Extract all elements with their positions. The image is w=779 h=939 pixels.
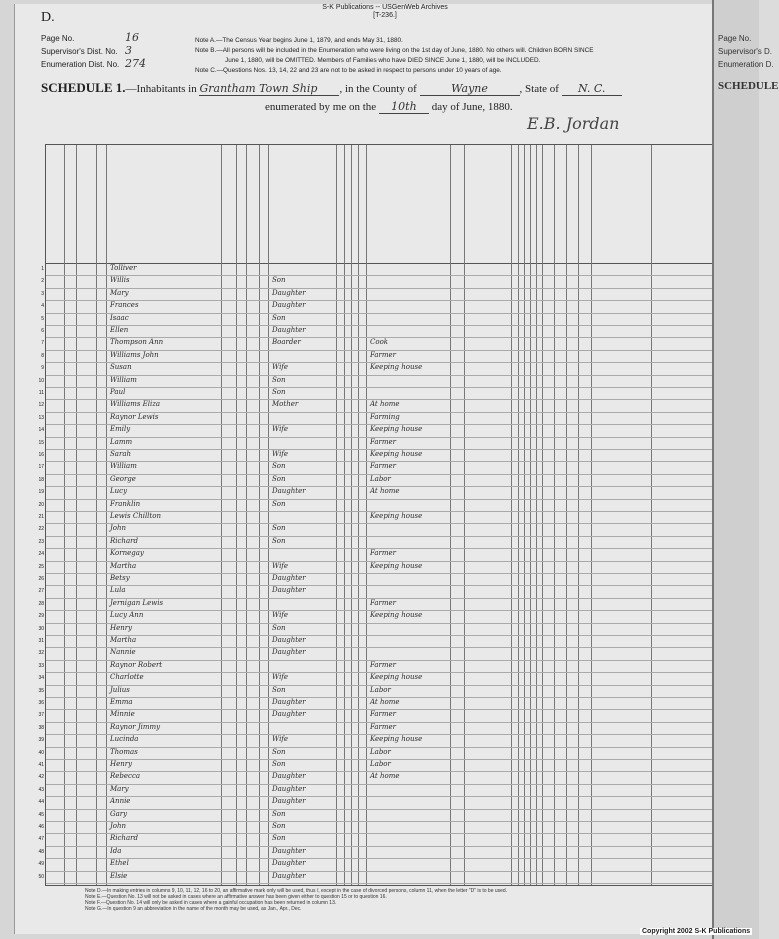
table-row [38, 499, 721, 511]
edge-page-label: Page No. [718, 34, 752, 43]
table-row [38, 561, 721, 573]
enumeration-line [265, 100, 513, 114]
publisher-line1: S-K Publications -- USGenWeb Archives [322, 4, 448, 11]
row-number: 34 [38, 675, 44, 682]
person-name: Henry [110, 760, 133, 768]
table-row [38, 709, 721, 721]
row-number: 37 [38, 712, 44, 719]
table-row [41, 275, 721, 287]
row-number: 31 [38, 638, 44, 644]
person-name: Richard [110, 536, 138, 545]
person-name: Martha [110, 636, 137, 644]
row-number: 30 [38, 625, 44, 632]
person-name: Frances [110, 301, 139, 310]
table-row [38, 734, 721, 746]
occupation: Keeping house [370, 611, 423, 620]
table-row [41, 300, 721, 312]
relationship: Daughter [272, 326, 306, 334]
row-number: 8 [41, 352, 44, 359]
person-name: Lucy [110, 487, 128, 496]
supervisor-dist-label: Supervisor's Dist. No. [41, 47, 118, 56]
person-name: Ellen [110, 326, 129, 334]
occupation: At home [370, 487, 400, 496]
table-row [38, 846, 721, 858]
row-number: 2 [41, 278, 44, 285]
relationship: Wife [272, 735, 289, 744]
row-number: 39 [38, 737, 44, 744]
table-row [38, 610, 721, 622]
relationship: Son [272, 809, 286, 818]
row-number: 5 [41, 315, 44, 322]
relationship: Daughter [272, 710, 306, 719]
relationship: Boarder [272, 338, 301, 347]
note-b: Note B.—All persons will be included in the Enumeration who were living on the 1st day of June, 1880. No others will. Children BORN SINCE [195, 47, 594, 54]
person-name: William [110, 375, 137, 384]
row-number: 44 [38, 799, 44, 806]
person-name: Thomas [110, 747, 138, 756]
table-row [38, 585, 721, 597]
enumeration-dist-value: 274 [125, 57, 146, 70]
person-name: Betsy [110, 574, 130, 582]
table-row [41, 350, 721, 362]
row-number: 42 [38, 774, 44, 781]
row-number: 28 [38, 600, 44, 607]
row-number: 16 [38, 452, 44, 458]
occupation: Farming [370, 412, 400, 421]
page-no-label: Page No. [41, 34, 75, 43]
row-line [46, 883, 721, 884]
person-name: George [110, 474, 136, 483]
table-row [41, 337, 721, 349]
relationship: Wife [272, 561, 289, 570]
row-number: 4 [41, 303, 44, 310]
table-row [38, 424, 721, 436]
relationship: Wife [272, 673, 289, 682]
occupation: Keeping house [370, 735, 423, 744]
footnote-d: Note D.—In making entries in columns 9, 10, 11, 12, 16 to 20, an affirmative mark only will be used, thus /, except in the case of divorced persons, column 11, when the letter "D" is to be used. [85, 888, 508, 894]
table-row [38, 511, 721, 523]
person-name: Williams John [110, 350, 159, 359]
person-name: Raynor Robert [110, 660, 163, 669]
relationship: Daughter [272, 574, 306, 582]
person-name: Thompson Ann [110, 338, 164, 347]
row-number: 29 [38, 613, 44, 620]
row-number: 23 [38, 538, 44, 545]
row-number: 43 [38, 786, 44, 793]
table-row [38, 399, 721, 411]
census-sheet [14, 4, 715, 934]
occupation: Labor [370, 474, 391, 483]
table-row [38, 635, 721, 647]
occupation: Farmer [370, 437, 397, 446]
schedule-text2: , in the County of [339, 83, 417, 95]
occupation: At home [370, 698, 400, 706]
table-row [38, 412, 721, 424]
enum-text2: day of June, 1880. [431, 101, 513, 113]
occupation: At home [370, 772, 400, 781]
schedule-text1: —Inhabitants in [125, 83, 197, 95]
relationship: Son [272, 623, 286, 632]
person-name: Raynor Jimmy [110, 722, 161, 731]
occupation: Keeping house [370, 363, 423, 372]
person-name: Williams Eliza [110, 400, 161, 409]
table-row [38, 660, 721, 672]
row-number: 35 [38, 687, 44, 694]
table-row [38, 821, 721, 833]
person-name: Paul [110, 388, 126, 396]
row-number: 36 [38, 700, 44, 706]
person-name: Lula [110, 586, 126, 595]
relationship: Daughter [272, 301, 306, 310]
note-a: Note A.—The Census Year begins June 1, 1879, and ends May 31, 1880. [195, 37, 403, 44]
row-number: 40 [38, 749, 44, 756]
person-name: Lamm [110, 437, 133, 446]
row-number: 41 [38, 762, 44, 768]
person-name: Lucy Ann [110, 611, 144, 620]
row-number: 1 [41, 266, 44, 272]
row-number: 21 [38, 514, 44, 520]
occupation: Labor [370, 685, 391, 694]
footnotes [85, 888, 645, 912]
person-name: Martha [110, 561, 137, 570]
publisher-header [265, 4, 505, 20]
table-row [38, 523, 721, 535]
table-row [38, 536, 721, 548]
row-number: 10 [38, 377, 44, 384]
table-row [38, 685, 721, 697]
supervisor-dist-value: 3 [125, 44, 132, 57]
person-name: Ida [110, 846, 122, 855]
table-row [38, 486, 721, 498]
enum-text1: enumerated by me on the [265, 101, 377, 113]
table-row [38, 623, 721, 635]
person-name: Elsie [110, 871, 128, 880]
table-row [38, 437, 721, 449]
person-name: Tolliver [110, 264, 137, 272]
table-row [38, 796, 721, 808]
person-name: Susan [110, 363, 132, 372]
relationship: Son [272, 760, 286, 768]
table-row [38, 598, 721, 610]
table-header [46, 145, 721, 264]
person-name: Lewis Chillton [110, 512, 161, 520]
occupation: Farmer [370, 660, 397, 669]
person-name: William [110, 462, 137, 471]
relationship: Mother [272, 400, 299, 409]
person-name: Richard [110, 834, 138, 843]
table-row [41, 325, 721, 337]
footnote-g: Note G.—In question 9 an abbreviation in the name of the month may be used, as Jan., Apr., Dec. [85, 906, 302, 912]
census-table [38, 144, 722, 886]
table-row [38, 387, 721, 399]
row-number: 9 [41, 365, 44, 372]
schedule-text3: , State of [519, 83, 559, 95]
edge-enumeration-label: Enumeration D. [718, 60, 774, 69]
row-number: 32 [38, 650, 44, 657]
row-number: 50 [38, 873, 44, 880]
county-value: Wayne [420, 82, 520, 96]
row-number: 7 [41, 340, 44, 347]
table-row [38, 375, 721, 387]
row-number: 18 [38, 476, 44, 483]
row-number: 45 [38, 811, 44, 818]
occupation: Farmer [370, 549, 397, 558]
person-name: Henry [110, 623, 133, 632]
relationship: Daughter [272, 586, 306, 595]
relationship: Daughter [272, 871, 306, 880]
person-name: Mary [110, 288, 129, 297]
footnote-f: Note F.—Question No. 14 will only be asked in cases where a gainful occupation has been returned in column 13. [85, 900, 337, 906]
occupation: Labor [370, 747, 391, 756]
row-number: 49 [38, 861, 44, 868]
person-name: Franklin [110, 499, 141, 508]
table-row [38, 573, 721, 585]
relationship: Daughter [272, 797, 306, 806]
relationship: Son [272, 822, 286, 830]
relationship: Wife [272, 363, 289, 372]
relationship: Son [272, 536, 286, 545]
relationship: Son [272, 499, 286, 508]
occupation: Labor [370, 760, 391, 768]
row-number: 27 [38, 588, 44, 595]
person-name: Annie [110, 797, 131, 806]
row-number: 47 [38, 836, 44, 843]
schedule-title: SCHEDULE 1. [41, 80, 126, 95]
page-no-value: 16 [125, 31, 139, 44]
relationship: Son [272, 388, 286, 396]
row-number: 3 [41, 290, 44, 297]
relationship: Daughter [272, 698, 306, 706]
relationship: Son [272, 462, 286, 471]
relationship: Son [272, 276, 286, 285]
row-number: 38 [38, 724, 44, 731]
relationship: Son [272, 685, 286, 694]
occupation: Keeping house [370, 561, 423, 570]
row-number: 26 [38, 576, 44, 582]
state-value: N. C. [562, 82, 622, 96]
table-row [38, 771, 721, 783]
row-number: 22 [38, 526, 44, 533]
occupation: Keeping house [370, 425, 423, 434]
enumerator-signature: E.B. Jordan [527, 114, 620, 133]
person-name: Charlotte [110, 673, 144, 682]
relationship: Wife [272, 611, 289, 620]
edge-supervisor-label: Supervisor's D. [718, 47, 772, 56]
occupation: Keeping house [370, 673, 423, 682]
person-name: Rebecca [110, 772, 141, 781]
relationship: Daughter [272, 859, 306, 868]
person-name: Mary [110, 784, 129, 793]
table-row [38, 672, 721, 684]
relationship: Wife [272, 425, 289, 434]
relationship: Daughter [272, 846, 306, 855]
person-name: Jernigan Lewis [110, 598, 164, 607]
table-row [38, 449, 721, 461]
table-row [38, 697, 721, 709]
row-number: 19 [38, 489, 44, 496]
enumeration-dist-label: Enumeration Dist. No. [41, 60, 120, 69]
table-row [38, 784, 721, 796]
person-name: Ethel [110, 859, 129, 868]
census-notes [195, 36, 715, 76]
relationship: Wife [272, 450, 289, 458]
row-number: 12 [38, 402, 44, 409]
edge-schedule-label: SCHEDULE [718, 80, 779, 92]
adjacent-page-edge [712, 0, 779, 939]
row-number: 46 [38, 824, 44, 830]
copyright-notice: Copyright 2002 S-K Publications [642, 928, 751, 935]
occupation: Farmer [370, 722, 397, 731]
relationship: Son [272, 747, 286, 756]
township-value: Grantham Town Ship [199, 82, 339, 96]
person-name: Minnie [110, 710, 135, 719]
table-row [38, 722, 721, 734]
person-name: John [110, 524, 127, 533]
occupation: At home [370, 400, 400, 409]
person-name: Kornegay [110, 549, 144, 558]
person-name: John [110, 822, 127, 830]
row-number: 6 [41, 328, 44, 334]
occupation: Farmer [370, 462, 397, 471]
corner-letter: D. [41, 10, 55, 25]
person-name: Raynor Lewis [110, 412, 159, 421]
person-name: Emma [110, 698, 133, 706]
person-name: Isaac [110, 313, 129, 322]
table-row [38, 871, 721, 883]
occupation: Farmer [370, 598, 397, 607]
table-row [38, 747, 721, 759]
person-name: Lucinda [110, 735, 139, 744]
relationship: Daughter [272, 636, 306, 644]
note-c: Note C.—Questions Nos. 13, 14, 22 and 23 are not to be asked in respect to persons under 10 years of age. [195, 67, 502, 74]
row-number: 20 [38, 501, 44, 508]
person-name: Nannie [110, 648, 136, 657]
table-row [41, 288, 721, 300]
relationship: Son [272, 524, 286, 533]
occupation: Keeping house [370, 450, 423, 458]
schedule-line [41, 80, 622, 96]
row-number: 25 [38, 563, 44, 570]
relationship: Daughter [272, 487, 306, 496]
person-name: Julius [110, 685, 130, 694]
table-row [38, 809, 721, 821]
table-row [38, 548, 721, 560]
occupation: Keeping house [370, 512, 423, 520]
table-row [38, 647, 721, 659]
person-name: Gary [110, 809, 128, 818]
table-row [41, 263, 721, 275]
row-number: 48 [38, 848, 44, 855]
person-name: Sarah [110, 450, 131, 458]
relationship: Son [272, 474, 286, 483]
publisher-line2: [T-236.] [373, 12, 397, 19]
occupation: Farmer [370, 710, 397, 719]
row-number: 33 [38, 662, 44, 669]
note-b-cont: June 1, 1880, will be OMITTED. Members of Families who have DIED SINCE June 1, 1880, will be INCLUDED. [225, 57, 541, 64]
row-number: 13 [38, 414, 44, 421]
table-row [38, 833, 721, 845]
row-number: 24 [38, 551, 44, 558]
table-row [41, 362, 721, 374]
table-row [38, 858, 721, 870]
occupation: Cook [370, 338, 389, 347]
row-number: 17 [38, 464, 44, 471]
person-name: Emily [110, 425, 131, 434]
table-row [38, 461, 721, 473]
row-number: 11 [38, 390, 44, 396]
relationship: Daughter [272, 784, 306, 793]
relationship: Son [272, 375, 286, 384]
person-name: Willis [110, 276, 130, 285]
relationship: Daughter [272, 648, 306, 657]
row-number: 14 [38, 427, 44, 434]
occupation: Farmer [370, 350, 397, 359]
table-row [38, 474, 721, 486]
table-row [38, 759, 721, 771]
footnote-e: Note E.—Question No. 13 will not be asked in cases where an affirmative answer has been given either to question 15 or to question 16. [85, 894, 387, 900]
relationship: Daughter [272, 772, 306, 781]
row-number: 15 [38, 439, 44, 446]
table-row [41, 313, 721, 325]
enum-day: 10th [379, 100, 429, 114]
relationship: Daughter [272, 288, 306, 297]
relationship: Son [272, 313, 286, 322]
relationship: Son [272, 834, 286, 843]
